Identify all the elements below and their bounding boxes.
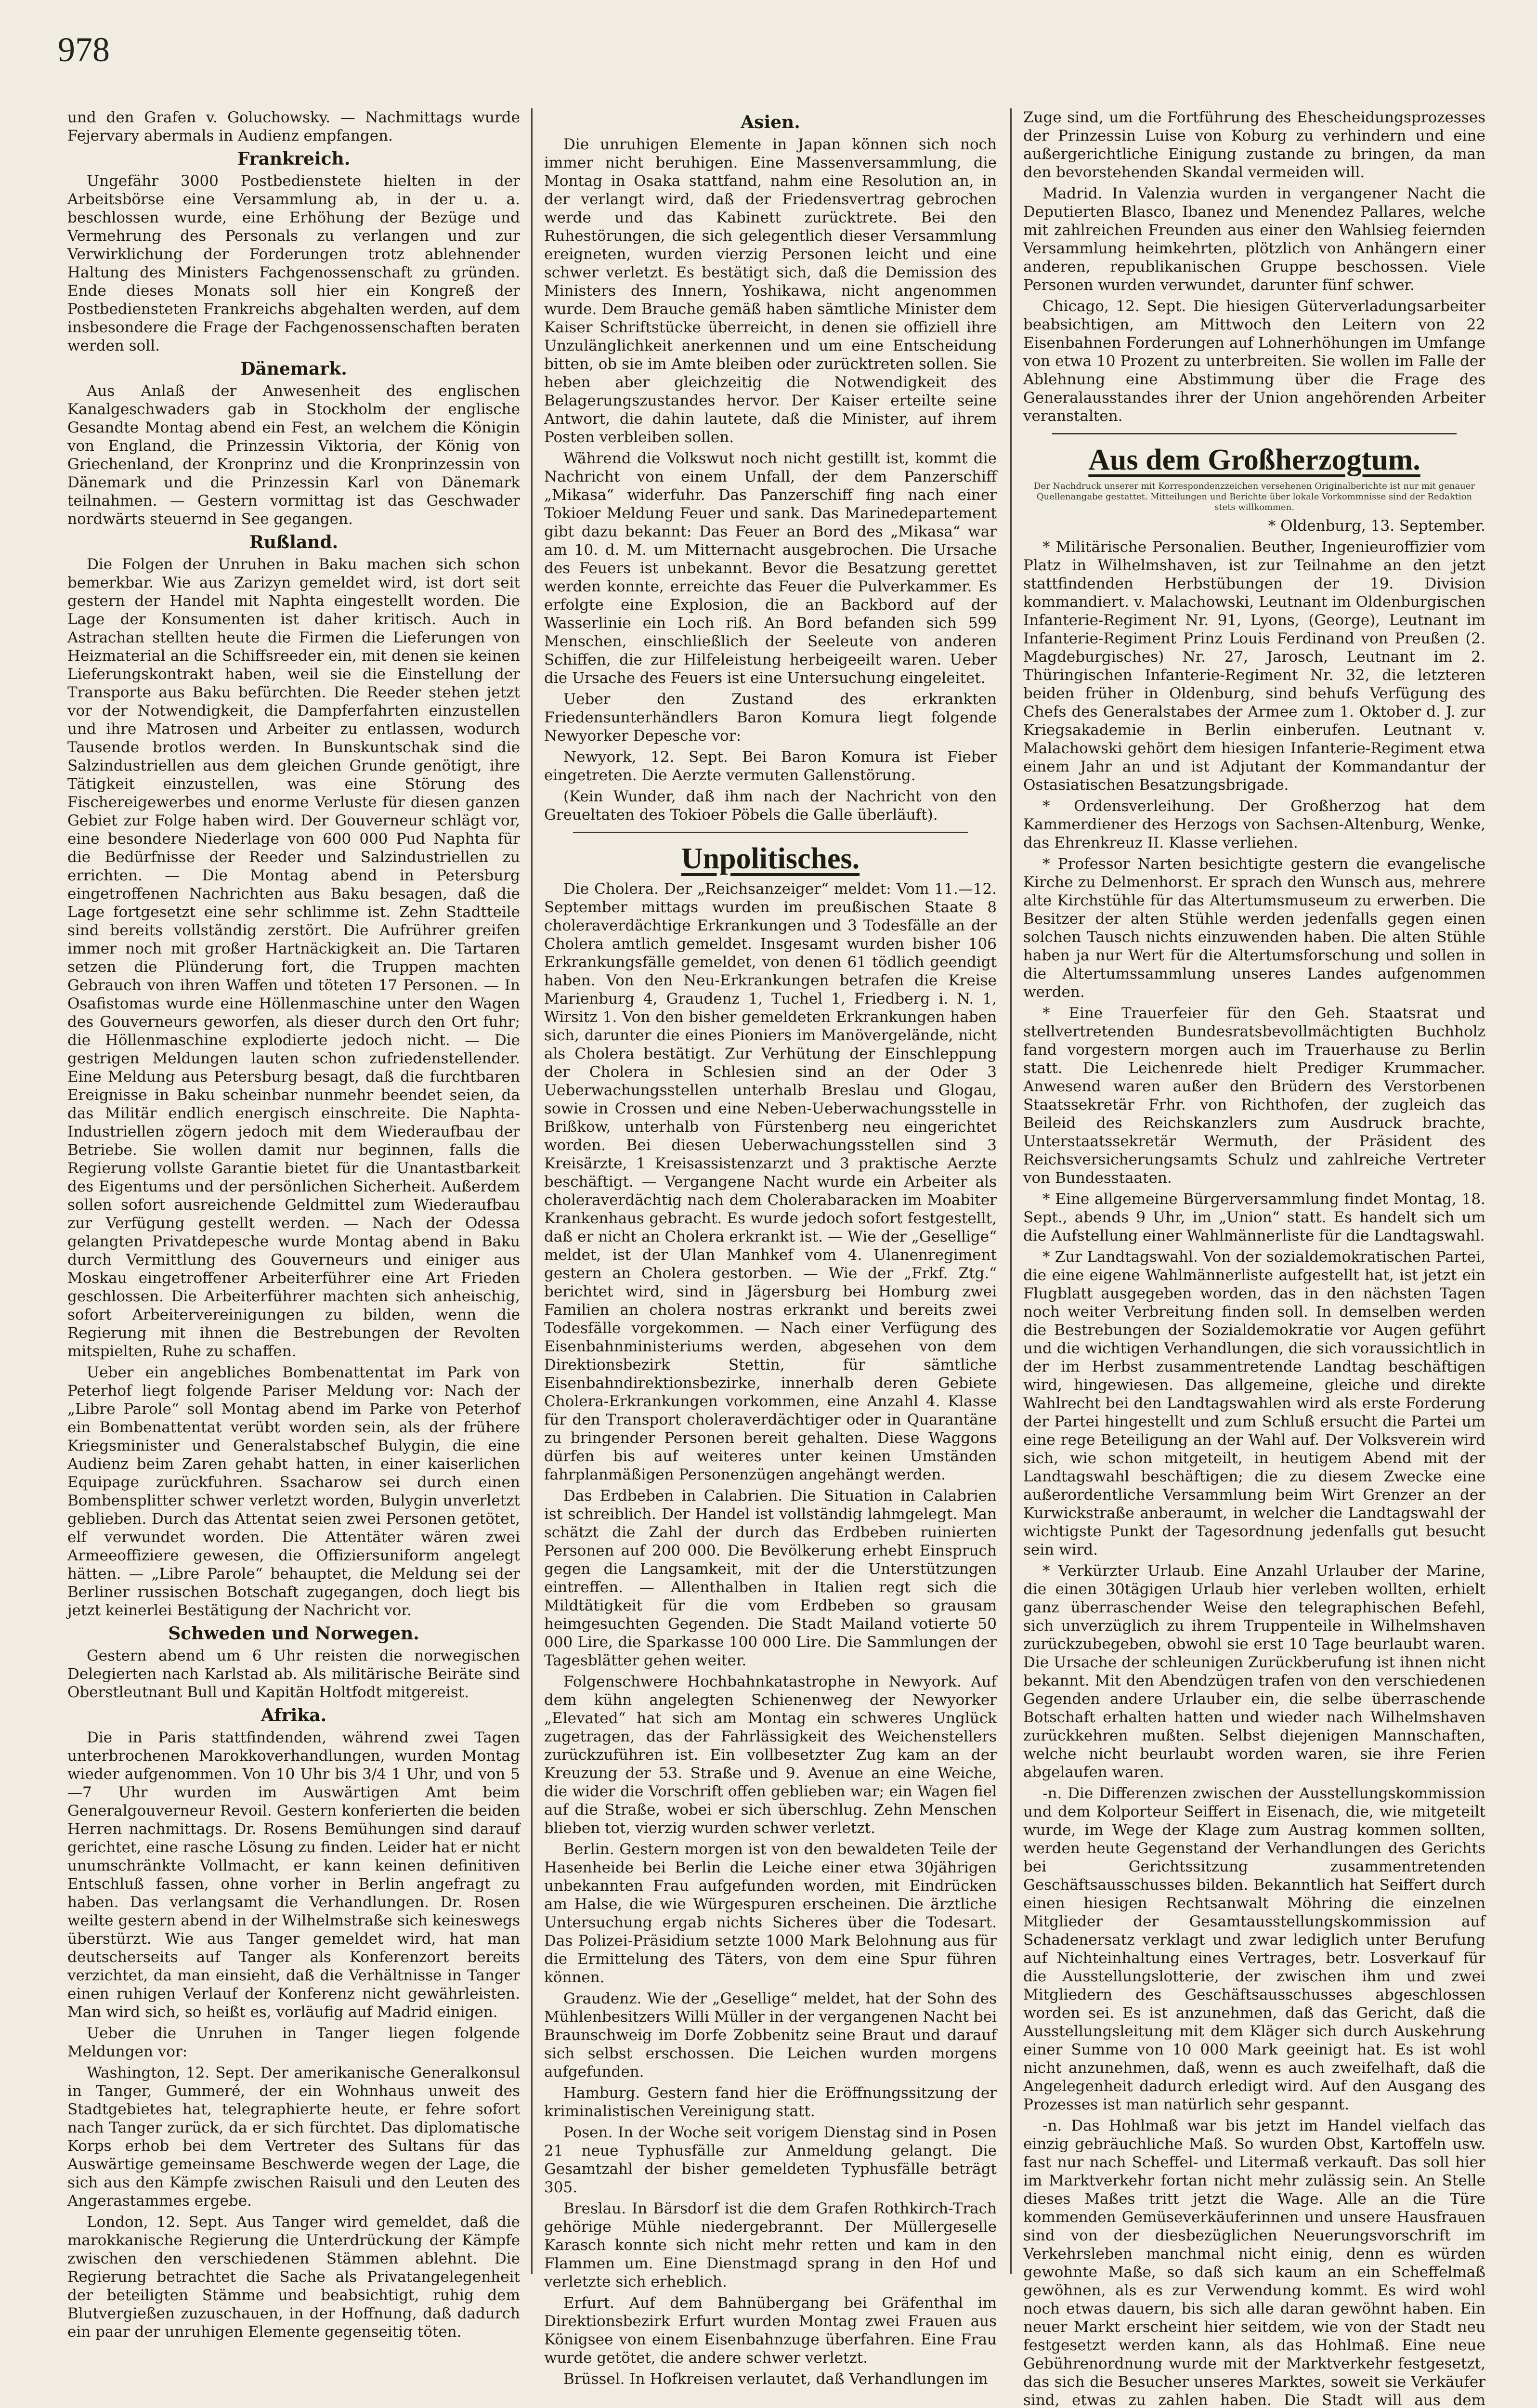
- article-paragraph: Berlin. Gestern morgen ist von den bewaldeten Teile der Hasenheide bei Berlin die Leiche einer etwa 30jährigen unbekannten Frau aufgefunden worden, mit Eindrücken am Halse, die wie Würgespuren erscheinen. Die ärztliche Untersuchung ergab nichts Sicheres über die Todesart. Das Polizei-Präsidium setzte 1000 Mark Belohnung aus für die Ermittelung des Täters, von dem eine Spur führen können.: [544, 1841, 997, 1986]
- section-heading-frankreich: Frankreich.: [237, 149, 351, 169]
- article-paragraph: Madrid. In Valenzia wurden in vergangener Nacht die Deputierten Blasco, Ibanez und Menendez Pallares, welche mit zahlreichen Freunden aus einer den Wahlsieg feiernden Versammlung heimkehrten, plötzlich von Anhängern einer anderen, republikanischen Gruppe beschossen. Viele Personen wurden verwundet, darunter fünf schwer.: [1023, 185, 1485, 294]
- page-number: 978: [58, 30, 110, 69]
- article-paragraph: * Militärische Personalien. Beuther, Ingenieuroffizier vom Platz in Wilhelmshaven, ist zur Teilnahme an den jetzt stattfindenden Herbstübungen der 19. Division kommandiert. v. Malachowski, Leutnant im Oldenburgischen Infanterie-Regiment Nr. 91, Lyons, (George), Leutnant im Infanterie-Regiment Prinz Louis Ferdinand von Preußen (2. Magdeburgisches) Nr. 27, Jarosch, Leutnant im 2. Thüringischen Infanterie-Regiment Nr. 32, die letzteren beiden früher in Oldenburg, sind behufs Verfügung des Chefs des Generalstabes der Armee zum 1. Oktober d. J. zur Kriegsakademie in Berlin einberufen. Leutnant v. Malachowski gehört dem hiesigen Infanterie-Regiment etwa einem Jahr an und ist Adjutant der Kommandantur der Ostasiatischen Besatzungsbrigade.: [1023, 538, 1485, 794]
- article-paragraph: * Eine allgemeine Bürgerversammlung findet Montag, 18. Sept., abends 9 Uhr, im „Union“ statt. Es handelt sich um die Aufstellung einer Wahlmännerliste für die Landtagswahl.: [1023, 1191, 1485, 1244]
- article-paragraph: London, 12. Sept. Aus Tanger wird gemeldet, daß die marokkanische Regierung die Unterdrückung der Kämpfe zwischen den verschiedenen Stämmen ablehnt. Die Regierung betrachtet die Sache als Privatangelegenheit der beteiligten Stämme und beabsichtigt, ruhig dem Blutvergießen zuzuschauen, in der Hoffnung, daß dadurch ein paar der unruhigen Elemente gegenseitig töten.: [67, 2213, 520, 2341]
- article-paragraph: Die Folgen der Unruhen in Baku machen sich schon bemerkbar. Wie aus Zarizyn gemeldet wird, ist dort seit gestern der Handel mit Naphta eingestellt worden. Die Lage der Konsumenten ist daher kritisch. Auch in Astrachan stellten heute die Firmen die Lieferungen von Heizmaterial an die Schiffsreeder ein, mit denen sie keinen Lieferungskontrakt haben, weil sie die Einstellung der Transporte aus Baku befürchten. Die Reeder stehen jetzt vor der Notwendigkeit, die Dampferfahrten einzustellen und ihre Matrosen und Arbeiter zu entlassen, wodurch Tausende brotlos werden. In Bunskuntschak sind die Salzindustriellen aus dem gleichen Grunde genötigt, ihre Tätigkeit einzustellen, was eine Störung des Fischereigewerbes und enorme Verluste für diesen ganzen Gebiet zur Folge haben wird. Der Gouverneur schlägt vor, eine besondere Niederlage von 600 000 Pud Naphta für die Bedürfnisse der Reeder und Salzindustriellen zu errichten. — Die Montag abend in Petersburg eingetroffenen Nachrichten aus Baku besagen, daß die Lage fortgesetzt eine sehr schlimme ist. Zehn Stadtteile sind bereits vollständig zerstört. Die Aufrührer greifen immer noch mit großer Hartnäckigkeit an. Die Tartaren setzen die Plünderung fort, die Truppen machten Gebrauch von ihren Waffen und töteten 17 Personen. — In Osafistomas wurde eine Höllenmaschine unter den Wagen des Gouverneurs geworfen, als dieser durch den Ort fuhr; die Höllenmaschine explodierte jedoch nicht. — Die gestrigen Meldungen lauten schon zufriedenstellender. Eine Meldung aus Petersburg besagt, daß die furchtbaren Ereignisse in Baku scheinbar nunmehr beendet seien, da das Militär endlich energisch einschreite. Die Naphta-Industriellen zögern jedoch mit dem Wiederaufbau der Betriebe. Sie wollen damit nur beginnen, falls die Regierung vollste Garantie bietet für die Unantastbarkeit des Eigentums und der persönlichen Sicherheit. Außerdem sollen sofort ausreichende Geldmittel zum Wiederaufbau zur Verfügung gestellt werden. — Nach der Odessa gelangten Privatdepesche wurde Montag abend in Baku durch Vermittlung des Gouverneurs und einiger aus Moskau eingetroffener Arbeiterführer eine Art Frieden geschlossen. Die Arbeiterführer machten sich anheischig, sofort Arbeitervereinigungen zu bilden, wenn die Regierung mit ihnen die Bestrebungen der Revolten mitspielten, Ruhe zu schaffen.: [67, 556, 520, 1360]
- article-paragraph: Aus Anlaß der Anwesenheit des englischen Kanalgeschwaders gab in Stockholm der englische Gesandte Montag abend ein Fest, an welchem die Königin von England, die Prinzessin Viktoria, der König von Griechenland, der Kronprinz und die Kronprinzessin von Dänemark und die Prinzessin Karl von Dänemark teilnahmen. — Gestern vormittag ist das Geschwader nordwärts steuernd in See gegangen.: [67, 382, 520, 528]
- article-paragraph: Graudenz. Wie der „Gesellige“ meldet, hat der Sohn des Mühlenbesitzers Willi Müller in der vergangenen Nacht bei Braunschweig im Dorfe Zobbenitz seine Braut und darauf sich selbst erschossen. Die Leichen wurden morgens aufgefunden.: [544, 1990, 997, 2081]
- article-paragraph: Die unruhigen Elemente in Japan können sich noch immer nicht beruhigen. Eine Massenversammlung, die Montag in Osaka stattfand, nahm eine Resolution an, in der verlangt wird, daß der Friedensvertrag gebrochen werde und das Kabinett zurücktrete. Bei den Ruhestörungen, die sich gelegentlich dieser Versammlung ereigneten, wurden vierzig Personen leicht und eine schwer verletzt. Es bestätigt sich, daß die Demission des Ministers des Innern, Yoshikawa, nicht angenommen wurde. Dem Brauche gemäß haben sämtliche Minister dem Kaiser Schriftstücke überreicht, in denen sie offiziell ihre Unzulänglichkeit anerkennen und um eine Entscheidung bitten, ob sie im Amte bleiben oder zurücktreten sollen. Sie heben aber gleichzeitig die Notwendigkeit des Belagerungszustandes hervor. Der Kaiser erteilte seine Antwort, die dahin lautete, daß die Minister, auf ihrem Posten verbleiben sollen.: [544, 136, 997, 446]
- article-paragraph: Gestern abend um 6 Uhr reisten die norwegischen Delegierten nach Karlstad ab. Als militärische Beiräte sind Oberstleutnant Bull und Kapitän Holtfodt mitgereist.: [67, 1647, 520, 1701]
- section-heading-schweden: Schweden und Norwegen.: [168, 1623, 419, 1644]
- section-heading-daenemark: Dänemark.: [240, 359, 347, 379]
- article-paragraph: Die in Paris stattfindenden, während zwei Tagen unterbrochenen Marokkoverhandlungen, wurden Montag wieder aufgenommen. Von 10 Uhr bis 3/4 1 Uhr, und von 5—7 Uhr wurden im Auswärtigen Amt beim Generalgouverneur Revoil. Gestern konferierten die beiden Herren nachmittags. Dr. Rosens Bemühungen sind darauf gerichtet, eine rasche Lösung zu finden. Leider hat er nicht unumschränkte Vollmacht, er kann keinen definitiven Entschluß fassen, ohne vorher in Berlin angefragt zu haben. Das verlangsamt die Verhandlungen. Dr. Rosen weilte gestern abend in der Wilhelmstraße sich keineswegs überstürzt. Wie aus Tanger gemeldet wird, hat man deutscherseits auf Tanger als Konferenzort bereits verzichtet, da man einsieht, daß die Verhältnisse in Tanger einen ruhigen Verlauf der Konferenz nicht gewährleisten. Man wird sich, so heißt es, vorläufig auf Madrid einigen.: [67, 1729, 520, 2021]
- article-paragraph: Folgenschwere Hochbahnkatastrophe in Newyork. Auf dem kühn angelegten Schienenweg der Newyorker „Elevated“ hat sich am Montag ein schweres Unglück zugetragen, das der Fahrlässigkeit des Weichenstellers zurückzuführen ist. Ein vollbesetzter Zug kam an der Kreuzung der 53. Straße und 9. Avenue an eine Weiche, die wider die Vorschrift offen geblieben war; ein Wagen fiel auf die Straße, wobei er sich überschlug. Zehn Menschen blieben tot, vierzig wurden schwer verletzt.: [544, 1673, 997, 1837]
- article-paragraph: Ueber den Zustand des erkrankten Friedensunterhändlers Baron Komura liegt folgende Newyorker Depesche vor:: [544, 691, 997, 745]
- article-paragraph: Zuge sind, um die Fortführung des Ehescheidungsprozesses der Prinzessin Luise von Koburg zu verhindern und eine außergerichtliche Einigung zustande zu bringen, da man den bevorstehenden Skandal vermeiden will.: [1023, 109, 1485, 181]
- article-paragraph: Chicago, 12. Sept. Die hiesigen Güterverladungsarbeiter beabsichtigen, am Mittwoch den Leitern von 22 Eisenbahnen Forderungen auf Lohnerhöhungen im Umfange von etwa 10 Prozent zu unterbreiten. Sie wollen im Falle der Ablehnung eine Abstimmung über die Frage des Generalausstandes ihrer der Union angehörenden Arbeiter veranstalten.: [1023, 298, 1485, 425]
- article-paragraph: Ueber ein angebliches Bombenattentat im Park von Peterhof liegt folgende Pariser Meldung vor: Nach der „Libre Parole“ soll Montag abend im Parke von Peterhof ein Bombenattentat verübt worden sein, als der frühere Kriegsminister und Generalstabschef Bulygin, die eine Audienz beim Zaren gehabt hatten, in einer kaiserlichen Equipage zurückfuhren. Ssacharow sei durch einen Bombensplitter schwer verletzt worden, Bulygin unverletzt geblieben. Durch das Attentat seien zwei Personen getötet, elf verwundet worden. Die Attentäter wären zwei Armeeoffiziere gewesen, die Offiziersuniform angelegt hätten. — „Libre Parole“ behauptet, die Meldung sei der Berliner russischen Botschaft zugegangen, doch liegt bis jetzt keinerlei Bestätigung der Nachricht vor.: [67, 1364, 520, 1619]
- article-paragraph: und den Grafen v. Goluchowsky. — Nachmittags wurde Fejervary abermals in Audienz empfangen.: [67, 109, 520, 144]
- column-2: [544, 108, 997, 2388]
- article-paragraph: Während die Volkswut noch nicht gestillt ist, kommt die Nachricht von einem Unfall, der dem Panzerschiff „Mikasa“ widerfuhr. Das Panzerschiff fing nach einer Tokioer Meldung Feuer und sank. Das Marinedepartement gibt dazu bekannt: Das Feuer an Bord des „Mikasa“ war am 10. d. M. um Mitternacht ausgebrochen. Die Ursache des Feuers ist unbekannt. Bevor die Besatzung gerettet werden konnte, erreichte das Feuer die Pulverkammer. Es erfolgte eine Explosion, die an Backbord auf der Wasserlinie ein Loch riß. An Bord befanden sich 599 Menschen, einschließlich der Seeleute von anderen Schiffen, die zur Hilfeleistung herbeigeeilt waren. Ueber die Ursache des Feuers ist eine Untersuchung eingeleitet.: [544, 450, 997, 687]
- column-1: [67, 108, 520, 2341]
- article-paragraph: (Kein Wunder, daß ihm nach der Nachricht von den Greueltaten des Tokioer Pöbels die Galle überläuft).: [544, 788, 997, 824]
- column-3: [1023, 108, 1485, 2408]
- section-heading-russland: Rußland.: [249, 532, 339, 552]
- article-paragraph: Breslau. In Bärsdorf ist die dem Grafen Rothkirch-Trach gehörige Mühle niedergebrannt. Der Müllergeselle Karasch konnte sich nicht mehr retten und kam in den Flammen um. Eine Dienstmagd sprang in den Hof und verletzte sich erheblich.: [544, 2200, 997, 2290]
- section-divider: [1052, 433, 1457, 434]
- article-paragraph: Posen. In der Woche seit vorigem Dienstag sind in Posen 21 neue Typhusfälle zur Anmeldung gelangt. Die Gesamtzahl der bisher gemeldeten Typhusfälle beträgt 305.: [544, 2124, 997, 2196]
- article-paragraph: * Professor Narten besichtigte gestern die evangelische Kirche zu Delmenhorst. Er sprach den Wunsch aus, mehrere alte Kirchstühle für das Altertumsmuseum zu erwerben. Die Besitzer der alten Stühle werden jedenfalls gegen einen solchen Tausch nichts einzuwenden haben. Die alten Stühle haben ja nur Wert für die Altertumsforschung und sollen in die Altertumssammlung unseres Landes aufgenommen werden.: [1023, 855, 1485, 1001]
- section-divider: [573, 832, 968, 833]
- article-paragraph: * Verkürzter Urlaub. Eine Anzahl Urlauber der Marine, die einen 30tägigen Urlaub hier verleben wollten, erhielt ganz überraschender Weise den telegraphischen Befehl, sich unverzüglich zu ihrem Truppenteile in Wilhelmshaven zurückzubegeben, obwohl sie erst 10 Tage beurlaubt waren. Die Ursache der schleunigen Zurückberufung ist ihnen nicht bekannt. Mit den Abendzügen trafen von den verschiedenen Gegenden andere Urlauber ein, die selbe überraschende Botschaft erhalten hatten und wieder nach Wilhelmshaven zurückkehren mußten. Selbst diejenigen Mannschaften, welche nicht beurlaubt worden waren, sie ihre Ferien abgelaufen waren.: [1023, 1562, 1485, 1781]
- article-paragraph: * Ordensverleihung. Der Großherzog hat dem Kammerdiener des Herzogs von Sachsen-Altenburg, Wenke, das Ehrenkreuz II. Klasse verliehen.: [1023, 798, 1485, 851]
- article-paragraph: Ungefähr 3000 Postbedienstete hielten in der Arbeitsbörse eine Versammlung ab, in der u. a. beschlossen wurde, eine Erhöhung der Bezüge und Vermehrung des Personals zu verlangen und zur Verwirklichung der Forderungen trotz ablehnender Haltung des Ministers Fachgenossenschaft zu gründen. Ende dieses Monats soll hier ein Kongreß der Postbediensteten Frankreichs abgehalten werden, auf dem insbesondere die Frage der Fachgenossenschaften beraten werden soll.: [67, 172, 520, 354]
- section-heading-asien: Asien.: [741, 112, 800, 132]
- article-paragraph: Washington, 12. Sept. Der amerikanische Generalkonsul in Tanger, Gummeré, der ein Wohnhaus unweit des Stadtgebietes hat, telegraphierte heute, er fehre sofort nach Tanger zurück, da er sich fürchtet. Das diplomatische Korps erhob bei dem Vertreter des Sultans für das Auswärtige gemeinsame Beschwerde wegen der Lage, die sich aus den Kämpfe zwischen Raisuli und den Leuten des Angerastammes ergebe.: [67, 2064, 520, 2210]
- article-paragraph: Brüssel. In Hofkreisen verlautet, daß Verhandlungen im: [563, 2370, 988, 2388]
- article-paragraph: Hamburg. Gestern fand hier die Eröffnungssitzung der kriminalistischen Vereinigung statt.: [544, 2084, 997, 2120]
- article-paragraph: -n. Das Hohlmaß war bis jetzt im Handel vielfach das einzig gebräuchliche Maß. So wurden Obst, Kartoffeln usw. fast nur nach Scheffel- und Litermaß verkauft. Das soll hier im Marktverkehr fortan nicht mehr zulässig sein. An Stelle dieses Maßes tritt jetzt die Wage. Alle an die Türe kommenden Gemüseverkäuferinnen und unsere Hausfrauen sind von der diesbezüglichen Neuerungsvorschrift im Verkehrsleben manchmal nicht einig, denn es würden gewohnte Maße, so daß sich kaum an ein Scheffelmaß gewöhnen, als es zur Verwendung kommt. Es wird wohl noch etwas dauern, bis sich alle daran gewöhnt haben. Ein neuer Markt erscheint hier seitdem, wie von der Stadt neu festgesetzt werden kann, als das Hohlmaß. Eine neue Gebührenordnung wurde mit der Marktverkehr festgesetzt, das sich die Besucher unseres Marktes, soweit sie Verkäufer sind, etwas zu zahlen haben. Die Stadt will aus dem: [1023, 2117, 1485, 2408]
- reprint-notice: Der Nachdruck unserer mit Korrespondenzzeichen versehenen Originalberichte ist nur mit genauer Quellenangabe gestattet. Mitteilungen und Berichte über lokale Vorkommnisse sind der Redaktion stets willkommen.: [1033, 481, 1475, 512]
- section-heading-grossherzogtum: Aus dem Großherzogtum.: [1088, 444, 1420, 476]
- article-paragraph: Ueber die Unruhen in Tanger liegen folgende Meldungen vor:: [67, 2025, 520, 2060]
- article-paragraph: * Eine Trauerfeier für den Geh. Staatsrat und stellvertretenden Bundesratsbevollmächtigten Buchholz fand vorgestern morgen auch im Trauerhause zu Berlin statt. Die Leichenrede hielt Prediger Krummacher. Anwesend waren außer den Brüdern des Verstorbenen Staatssekretär Frhr. von Richthofen, der zugleich das Beileid des Reichskanzlers zum Ausdruck brachte, Unterstaatssekretär Wermuth, der Präsident des Reichsversicherungsamts Schulz und zahlreiche Vertreter von Bundesstaaten.: [1023, 1005, 1485, 1187]
- article-paragraph: Erfurt. Auf dem Bahnübergang bei Gräfenthal im Direktionsbezirk Erfurt wurden Montag zwei Frauen aus Königsee von einem Eisenbahnzuge überfahren. Eine Frau wurde getötet, die andere schwer verletzt.: [544, 2294, 997, 2367]
- column-rule-right: [1010, 108, 1012, 2274]
- article-paragraph: Die Cholera. Der „Reichsanzeiger“ meldet: Vom 11.—12. September mittags wurden im preußischen Staate 8 choleraverdächtige Erkrankungen und 3 Todesfälle an der Cholera amtlich gemeldet. Insgesamt wurden bisher 106 Erkrankungsfälle gemeldet, von denen 61 tödlich geendigt haben. Von den Neu-Erkrankungen betrafen die Kreise Marienburg 4, Graudenz 1, Tuchel 1, Friedberg i. N. 1, Wirsitz 1. Von den bisher gemeldeten Erkrankungen haben sich, darunter die eines Pioniers im Manövergelände, nicht als Cholera bestätigt. Zur Verhütung der Einschleppung der Cholera in Schlesien sind an der Oder 3 Ueberwachungsstellen unterhalb Breslau und Glogau, sowie in Crossen und eine Neben-Ueberwachungsstelle in Brißkow, unterhalb von Fürstenberg neu eingerichtet worden. Bei diesen Ueberwachungsstellen sind 3 Kreisärzte, 1 Kreisassistenzarzt und 3 praktische Aerzte beschäftigt. — Vergangene Nacht wurde ein Arbeiter als choleraverdächtig nach dem Cholerabaracken im Moabiter Krankenhaus gebracht. Es wurde jedoch sofort festgestellt, daß er nicht an Cholera erkrankt ist. — Wie der „Gesellige“ meldet, ist der Ulan Manhkef vom 4. Ulanenregiment gestern an Cholera gestorben. — Wie der „Frkf. Ztg.“ berichtet wird, sind in Jägersburg bei Homburg zwei Familien an cholera nostras erkrankt und bereits zwei Todesfälle vorgekommen. — Nach einer Verfügung des Eisenbahnministeriums werden, abgesehen von dem Direktionsbezirk Stettin, für sämtliche Eisenbahndirektionsbezirke, innerhalb deren Gebiete Cholera-Erkrankungen vorkommen, eine Anzahl 4. Klasse für den Transport choleraverdächtiger oder in Quarantäne zu bringender Personen bereit gehalten. Diese Waggons dürfen bis auf weiteres unter keinen Umständen fahrplanmäßigen Personenzügen angehängt werden.: [544, 880, 997, 1483]
- section-heading-afrika: Afrika.: [261, 1705, 327, 1726]
- column-rule-left: [531, 108, 533, 2274]
- article-paragraph: Das Erdbeben in Calabrien. Die Situation in Calabrien ist schreiblich. Der Handel ist vollständig lahmgelegt. Man schätzt die Zahl der durch das Erdbeben ruinierten Personen auf 200 000. Die Bevölkerung erhebt Einspruch gegen die Langsamkeit, mit der die Unterstützungen eintreffen. — Allenthalben in Italien regt sich die Mildtätigkeit für die vom Erdbeben so grausam heimgesuchten Gegenden. Die Stadt Mailand votierte 50 000 Lire, die Sparkasse 100 000 Lire. Die Sammlungen der Tagesblätter gehen weiter.: [544, 1487, 997, 1669]
- article-paragraph: -n. Die Differenzen zwischen der Ausstellungskommission und dem Kolporteur Seiffert in Eisenach, die, wie mitgeteilt wurde, im Wege der Klage zum Austrag kommen sollten, werden heute Gegenstand der Verhandlungen des Gerichts bei Gerichtssitzung zusammentretenden Geschäftsausschusses bilden. Bekanntlich hat Seiffert durch einen hiesigen Rechtsanwalt Möhring die einzelnen Mitglieder der Gesamtausstellungskommission auf Schadenersatz verklagt und zwar lediglich unter Berufung auf Nichteinhaltung eines Vertrages, betr. Losverkauf für die Ausstellungslotterie, der zwischen ihm und zwei Mitgliedern des Geschäftsausschusses abgeschlossen worden sei. Es ist anzunehmen, daß das Gericht, daß die Ausstellungsleitung mit dem Kläger sich durch Auskehrung einer Summe von 10 000 Mark geeinigt hat. Es ist wohl nicht anzunehmen, daß, wenn es auch zweifelhaft, daß die Angelegenheit dadurch erledigt wird. Auf den Ausgang des Prozesses ist man natürlich sehr gespannt.: [1023, 1785, 1485, 2113]
- article-paragraph: Newyork, 12. Sept. Bei Baron Komura ist Fieber eingetreten. Die Aerzte vermuten Gallenstörung.: [544, 748, 997, 784]
- section-heading-unpolitisches: Unpolitisches.: [681, 842, 860, 875]
- dateline: * Oldenburg, 13. September.: [1268, 517, 1485, 535]
- article-paragraph: * Zur Landtagswahl. Von der sozialdemokratischen Partei, die eine eigene Wahlmännerliste aufgestellt hat, ist jetzt ein Flugblatt ausgegeben worden, das in den nächsten Tagen noch weiter Verbreitung finden soll. In demselben werden die Bestrebungen der Sozialdemokratie vor Augen geführt und die wichtigen Verhandlungen, die sich voraussichtlich in der im Herbst zusammentretende Landtag beschäftigen wird, hingewiesen. Das allgemeine, gleiche und direkte Wahlrecht bei den Landtagswahlen wird als erste Forderung der Partei hingestellt und zum Schluß ersucht die Partei um eine rege Beteiligung an der Wahl auf. Der Volksverein wird sich, wie schon mitgeteilt, in heutigem Abend mit der Landtagswahl beschäftigen; die zu diesem Zwecke eine außerordentliche Versammlung beim Wirt Grenzer an der Kurwickstraße anberaumt, in welcher die Landtagswahl der wichtigste Punkt der Tagesordnung jedenfalls gut besucht sein wird.: [1023, 1248, 1485, 1558]
